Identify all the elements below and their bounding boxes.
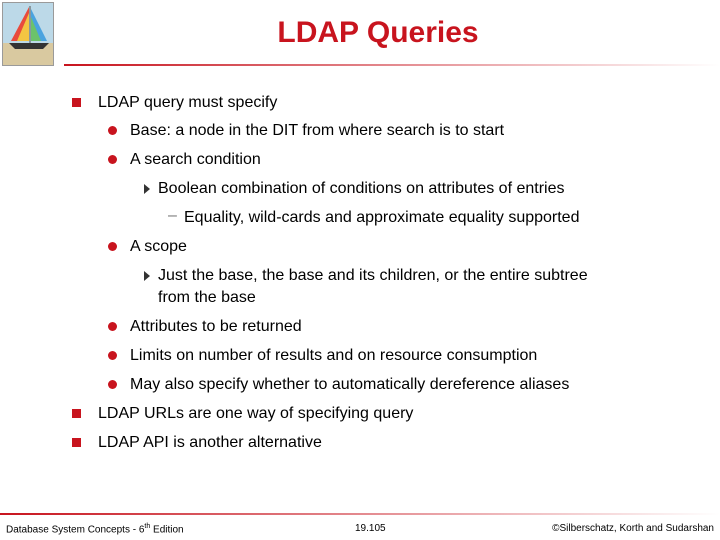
footer-divider [0,513,720,515]
list-item: LDAP API is another alternative [98,434,322,451]
dash-bullet-icon: – [168,207,177,224]
page-title: LDAP Queries [277,16,479,49]
list-item: Base: a node in the DIT from where search is to start [130,122,505,139]
round-bullet-icon [108,155,117,164]
list-item-continuation: from the base [158,289,256,306]
footer-book-title: Database System Concepts - 6th Edition [6,523,184,536]
square-bullet-icon [72,438,81,447]
square-bullet-icon [72,409,81,418]
list-item: LDAP query must specify [98,94,278,111]
list-item: Boolean combination of conditions on attributes of entries [158,180,565,197]
list-item: May also specify whether to automatically dereference aliases [130,376,570,393]
list-item: A search condition [130,151,261,168]
round-bullet-icon [108,380,117,389]
square-bullet-icon [72,98,81,107]
list-item: Attributes to be returned [130,318,302,335]
list-item: A scope [130,238,187,255]
footer-slide-number: 19.105 [355,523,386,534]
round-bullet-icon [108,126,117,135]
round-bullet-icon [108,351,117,360]
list-item: Just the base, the base and its children, or the entire subtree [158,267,588,284]
list-item: LDAP URLs are one way of specifying query [98,405,414,422]
list-item: Equality, wild-cards and approximate equality supported [184,209,580,226]
triangle-bullet-icon [144,184,150,194]
round-bullet-icon [108,322,117,331]
round-bullet-icon [108,242,117,251]
list-item: Limits on number of results and on resource consumption [130,347,538,364]
triangle-bullet-icon [144,271,150,281]
footer-copyright: ©Silberschatz, Korth and Sudarshan [552,523,714,534]
